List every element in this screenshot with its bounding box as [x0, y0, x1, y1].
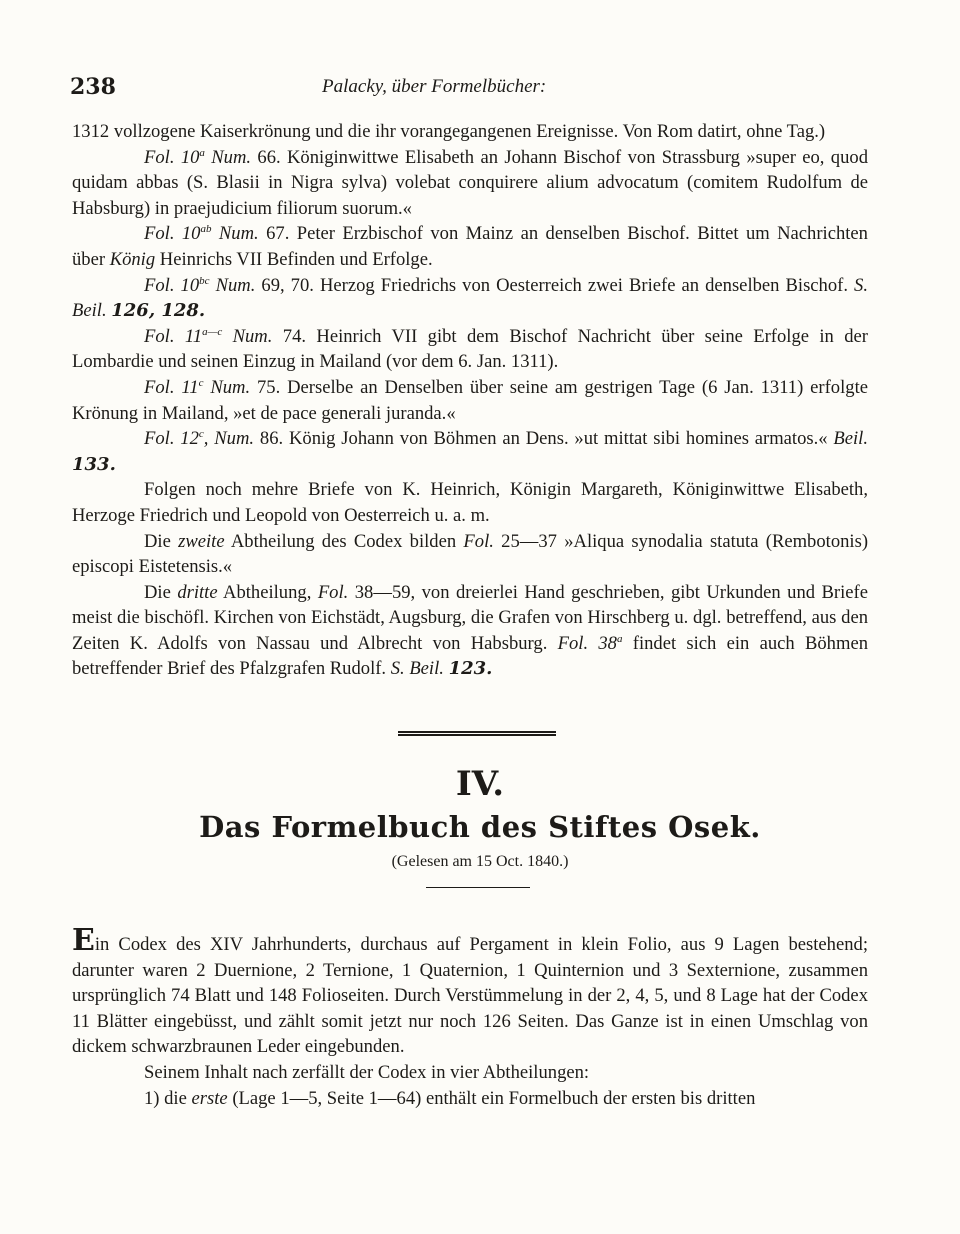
- paragraph: [72, 923, 868, 1060]
- text-segment: in Codex des XIV Jahrhunderts, durchaus auf Pergament in klein Folio, aus 9 Lagen bestehend; darunter waren 2 Duernione, 2 Ternione, 1 Quaternion, 1 Quinternion und 3 Sexternione, zusammen ursprünglich 74 Blatt und 148 Folioseiten. Durch Verstümmelung in der 2, 4, 5, und 8 Lage hat der Codex 11 Blätter eingebüsst, und zählt somit jetzt nur noch 126 Seiten. Das Ganze ist in einen Umschlag von dickem schwarzbraunen Leder eingebunden.: [72, 934, 868, 1058]
- drop-cap: E: [72, 923, 95, 958]
- running-title: Palacky, über Formelbücher:: [322, 76, 547, 97]
- text-segment: Die: [144, 530, 179, 552]
- text-segment: (Lage 1—5, Seite 1—64) enthält ein Formelbuch der ersten bis dritten: [227, 1087, 756, 1109]
- paragraph: [72, 324, 868, 375]
- text-segment: Num.: [222, 325, 273, 347]
- text-segment: Fol. 11: [144, 325, 203, 347]
- text-segment: S. Beil.: [72, 274, 868, 322]
- text-segment: 38: [588, 632, 617, 654]
- text-segment: a: [616, 632, 623, 645]
- text-segment: Seinem Inhalt nach zerfällt der Codex in vier Abtheilungen:: [144, 1061, 590, 1083]
- text-segment: zweite: [178, 530, 225, 552]
- text-segment: findet sich ein auch Böhmen betreffender Brief des Pfalzgrafen Rudolf.: [72, 632, 868, 680]
- text-segment: Heinrichs VII Befinden und Erfolge.: [155, 248, 433, 270]
- paragraph: [72, 529, 868, 580]
- text-segment: König: [109, 248, 156, 270]
- text-segment: a—c: [202, 325, 223, 338]
- read-date-note: (Gelesen am 15 Oct. 1840.): [391, 853, 569, 870]
- paragraph: [72, 426, 868, 477]
- text-segment: Fol. 11: [144, 376, 199, 398]
- bold-reference: 133.: [72, 453, 116, 475]
- paragraph: [72, 221, 868, 272]
- text-segment: c: [198, 427, 204, 440]
- paragraph: [72, 145, 868, 222]
- text-segment: Num.: [204, 146, 252, 168]
- text-segment: 1) die: [144, 1087, 192, 1109]
- text-segment: 86. König Johann von Böhmen an Dens. »ut mittat sibi homines armatos.«: [254, 428, 834, 450]
- text-segment: Num.: [211, 223, 259, 245]
- text-segment: Abtheilung des Codex bilden: [224, 530, 464, 552]
- text-segment: Fol. 12: [144, 428, 199, 450]
- bold-reference: 123.: [448, 658, 493, 680]
- text-segment: Abtheilung,: [217, 581, 318, 603]
- bottom-text-block: [72, 923, 868, 1111]
- text-segment: 38—59, von dreierlei Hand geschrieben, gibt Urkunden und Briefe meist die bischöfl. Kirchen von Eichstädt, Augsburg, die Grafen von Hirschberg u. dgl. betreffend, aus den Zeiten K. Adolfs von Nassau und Albrecht von Habsburg.: [72, 581, 868, 654]
- text-segment: erste: [191, 1087, 228, 1109]
- text-segment: ab: [200, 223, 212, 236]
- double-rule-divider: [398, 731, 556, 736]
- text-segment: Fol. 10: [144, 274, 200, 296]
- paragraph: [72, 119, 868, 145]
- text-segment: 69, 70. Herzog Friedrichs von Oesterreich zwei Briefe an denselben Bischof.: [255, 274, 855, 296]
- text-segment: Fol.: [463, 530, 494, 552]
- short-rule-divider: [426, 887, 530, 888]
- text-segment: Num.: [209, 274, 256, 296]
- paragraph: [72, 1060, 868, 1086]
- paragraph: [72, 1086, 868, 1112]
- section-number: IV.: [455, 764, 505, 804]
- section-title: Das Formelbuch des Stiftes Osek.: [199, 810, 761, 844]
- paragraph: [72, 375, 868, 426]
- text-segment: 1312 vollzogene Kaiserkrönung und die ihr vorangegangenen Ereignisse. Von Rom datirt, ohne Tag.): [72, 121, 826, 142]
- text-segment: 66. Königinwittwe Elisabeth an Johann Bischof von Strassburg »super eo, quod quidam abbas (S. Blasii in Nigra sylva) volebat conquirere alium advocatum (comitem Rudolfum de Habsburg) in praejudicium filiorum suorum.«: [72, 146, 868, 219]
- bold-reference: 126, 128.: [111, 300, 206, 322]
- paragraph: [72, 580, 868, 682]
- text-segment: a: [199, 146, 205, 159]
- text-segment: dritte: [177, 581, 218, 603]
- paragraph: [72, 477, 868, 528]
- text-segment: Beil.: [833, 428, 868, 450]
- paragraph: [72, 273, 868, 324]
- text-segment: 67. Peter Erzbischof von Mainz an denselben Bischof. Bittet um Nachrichten über: [72, 223, 868, 270]
- text-segment: , Num.: [203, 428, 255, 450]
- text-segment: bc: [199, 274, 210, 287]
- text-segment: Num.: [203, 376, 251, 398]
- text-segment: Fol. 10: [144, 146, 200, 168]
- text-segment: 75. Derselbe an Denselben über seine am gestrigen Tage (6 Jan. 1311) erfolgte Krönung in Mailand, »et de pace generali juranda.«: [72, 376, 868, 424]
- text-segment: 25—37 »Aliqua synodalia statuta (Rembotonis) episcopi Eistetensis.«: [72, 530, 869, 578]
- page-header: [70, 74, 870, 104]
- text-segment: Folgen noch mehre Briefe von K. Heinrich, Königin Margareth, Königinwittwe Elisabeth, Herzoge Friedrich und Leopold von Oesterreich u. a. m.: [72, 479, 868, 526]
- text-segment: Die: [144, 581, 178, 603]
- page-number: 238: [70, 74, 116, 100]
- text-segment: Fol. 10: [144, 223, 201, 245]
- text-segment: 74. Heinrich VII gibt dem Bischof Nachricht über seine Erfolge in der Lombardie und seinen Einzug in Mailand (vor dem 6. Jan. 1311).: [72, 325, 868, 373]
- text-segment: Fol.: [557, 632, 589, 654]
- top-text-block: [72, 119, 868, 682]
- text-segment: c: [198, 376, 204, 389]
- text-segment: S. Beil.: [390, 658, 444, 680]
- text-segment: Fol.: [317, 581, 349, 603]
